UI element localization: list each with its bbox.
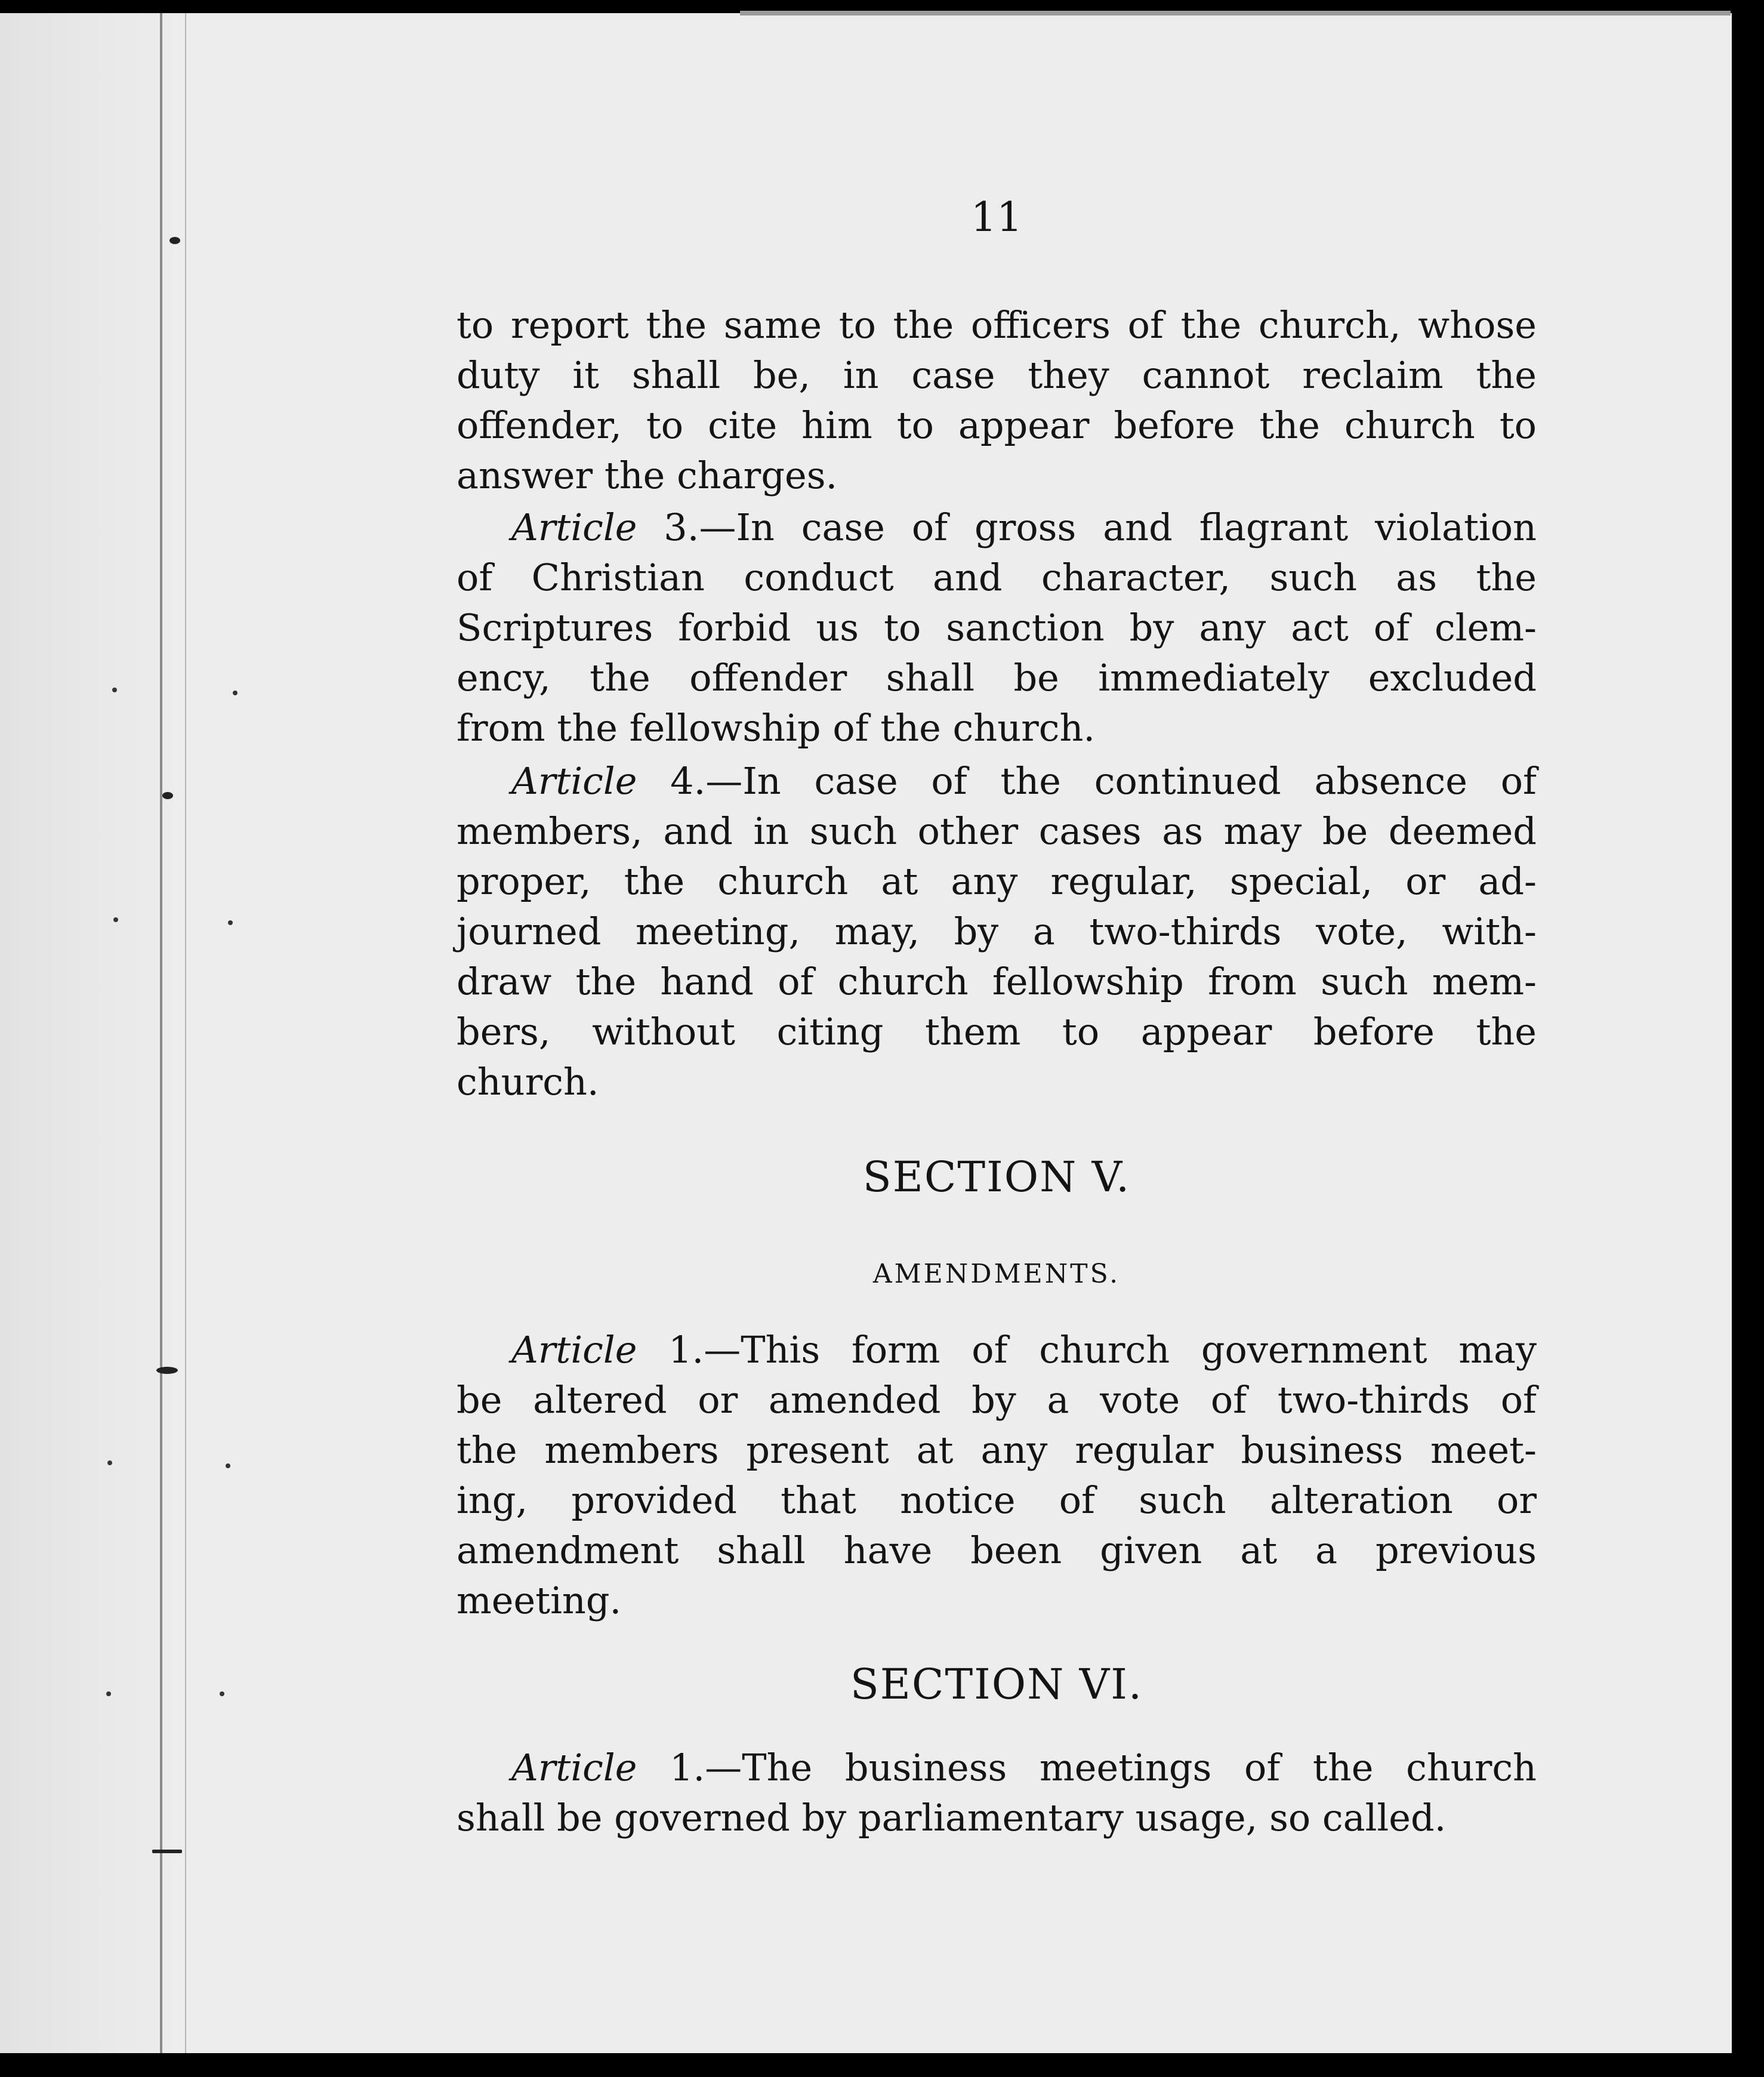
binding-stitch — [152, 1850, 182, 1853]
page-gutter — [0, 13, 173, 2075]
paragraph-continuation — [457, 300, 1537, 501]
article-3 — [457, 503, 1537, 753]
paper-speck — [228, 920, 233, 925]
text-line: journed meeting, may, by a two-thirds vote, with- — [457, 910, 1537, 953]
text-line: to report the same to the officers of the church, whose — [457, 303, 1537, 347]
page-top-edge — [740, 11, 1731, 16]
article-text: —In case of the continued absence of — [705, 759, 1537, 803]
page-bottom-edge — [0, 2053, 1764, 2077]
text-line — [457, 756, 1537, 806]
text-line: the members present at any regular business meet- — [457, 1428, 1537, 1472]
article-number: 4. — [670, 759, 706, 803]
paper-speck — [226, 1463, 230, 1468]
text-line: offender, to cite him to appear before the church to — [457, 403, 1537, 447]
text-line: duty it shall be, in case they cannot reclaim the — [457, 353, 1537, 397]
section-5-article-1 — [457, 1325, 1537, 1626]
article-label: Article — [511, 1328, 637, 1372]
text-line — [457, 1743, 1537, 1793]
text-line: Scriptures forbid us to sanction by any act of clem- — [457, 606, 1537, 649]
text-line: amendment shall have been given at a previous — [457, 1529, 1537, 1572]
paper-speck — [112, 688, 117, 692]
section-heading: SECTION V. — [862, 1152, 1131, 1201]
article-label: Article — [511, 1746, 637, 1789]
binding-stitch — [169, 237, 180, 244]
article-number: 1. — [670, 1746, 705, 1789]
section-subheading: AMENDMENTS. — [872, 1259, 1121, 1289]
article-text: —The business meetings of the church — [705, 1746, 1537, 1789]
text-line: proper, the church at any regular, special, or ad- — [457, 859, 1537, 903]
binding-fold-shadow — [185, 13, 186, 2075]
article-label: Article — [511, 759, 637, 803]
page-number: 11 — [970, 194, 1023, 241]
article-label: Article — [511, 506, 637, 549]
section-6-article-1 — [457, 1743, 1537, 1843]
binding-stitch — [162, 792, 173, 799]
text-line: shall be governed by parliamentary usage, so called. — [457, 1796, 1447, 1839]
text-line: bers, without citing them to appear before the — [457, 1010, 1537, 1053]
text-line: members, and in such other cases as may be deemed — [457, 809, 1537, 853]
paper-speck — [220, 1691, 224, 1696]
article-text: —In case of gross and flagrant violation — [699, 506, 1537, 549]
paper-speck — [233, 691, 238, 695]
text-line: draw the hand of church fellowship from such mem- — [457, 960, 1537, 1003]
paper-speck — [106, 1691, 111, 1696]
binding-stitch — [156, 1367, 178, 1374]
text-line: be altered or amended by a vote of two-thirds of — [457, 1378, 1537, 1422]
text-line — [457, 1325, 1537, 1375]
paper-speck — [113, 917, 118, 922]
binding-fold-line — [160, 13, 162, 2075]
text-line: ing, provided that notice of such alteration or — [457, 1478, 1537, 1522]
article-text: —This form of church government may — [704, 1328, 1537, 1372]
text-line: ency, the offender shall be immediately excluded — [457, 656, 1537, 699]
article-4 — [457, 756, 1537, 1107]
section-heading: SECTION VI. — [850, 1660, 1143, 1709]
article-number: 1. — [668, 1328, 704, 1372]
page-right-edge — [1732, 13, 1764, 2077]
article-number: 3. — [664, 506, 699, 549]
text-line: of Christian conduct and character, such as the — [457, 556, 1537, 599]
text-line: answer the charges. — [457, 454, 838, 497]
text-line — [457, 503, 1537, 553]
text-line: church. — [457, 1060, 599, 1104]
paper-speck — [107, 1460, 112, 1465]
text-line: from the fellowship of the church. — [457, 706, 1096, 750]
text-line: meeting. — [457, 1579, 622, 1622]
